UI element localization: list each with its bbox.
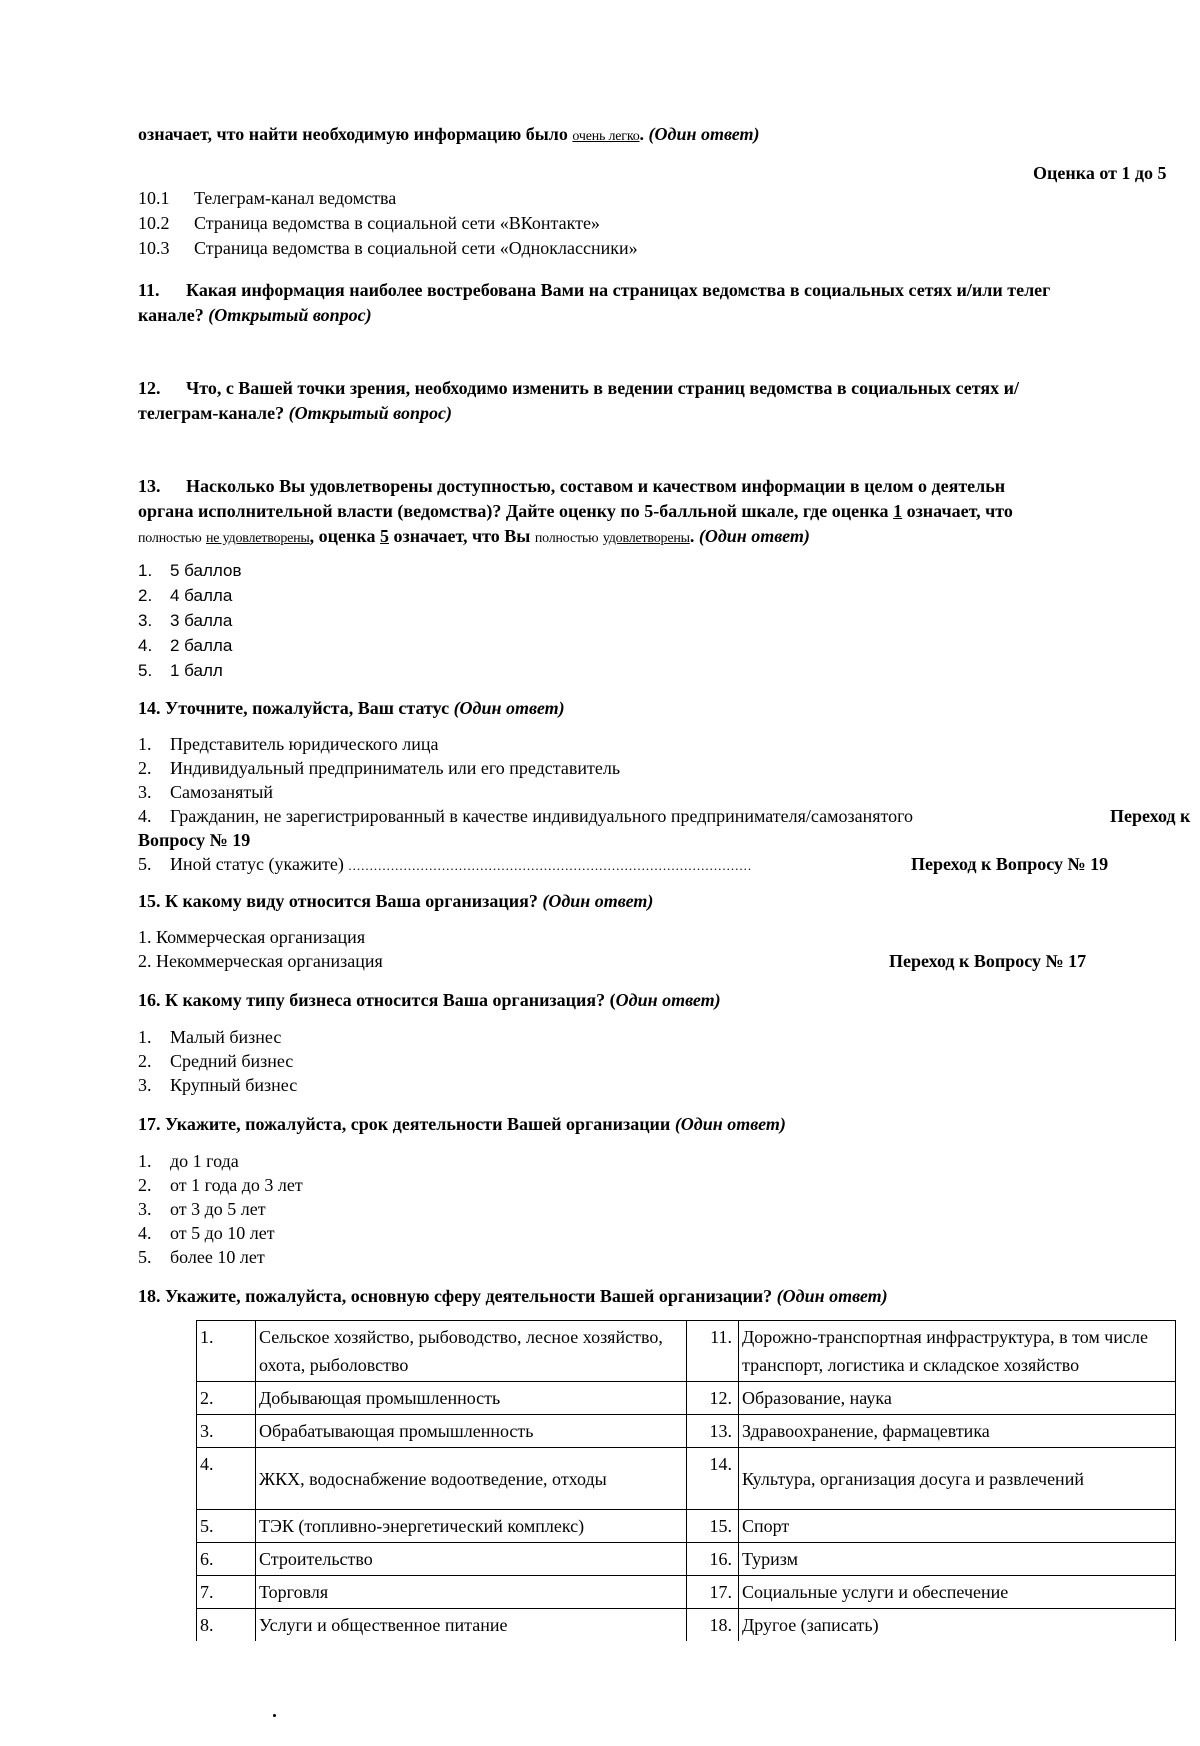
q13-line-1: 13. Насколько Вы удовлетворены доступностью, составом и качеством информации в целом о деятельн	[138, 476, 1006, 496]
q12-line-1: 12. Что, с Вашей точки зрения, необходимо изменить в ведении страниц ведомства в социальных сетях и/	[138, 378, 1019, 398]
q10-item-2: 10.2 Страница ведомства в социальной сети «ВКонтакте»	[138, 213, 600, 233]
q11-line-2: канале? (Открытый вопрос)	[138, 305, 372, 325]
q16-option-2: 2. Средний бизнес	[138, 1051, 294, 1071]
q14-option-2: 2. Индивидуальный предприниматель или его представитель	[138, 758, 621, 778]
intro-note: (Один ответ)	[648, 124, 760, 144]
q14-option-4-jump: Переход к	[1110, 806, 1191, 826]
q18-table	[196, 1320, 1176, 1641]
q16-option-3: 3. Крупный бизнес	[138, 1075, 298, 1095]
q10-item-1: 10.1 Телеграм-канал ведомства	[138, 188, 397, 208]
q17-option-3: 3. от 3 до 5 лет	[138, 1199, 266, 1219]
q14-option-4-jump-cont: Вопросу № 19	[138, 830, 251, 850]
table-row: 6. Строительство 16. Туризм	[197, 1543, 1176, 1576]
q14-option-4: 4. Гражданин, не зарегистрированный в качестве индивидуального предпринимателя/самозанятого	[138, 806, 914, 826]
q13-line-2: органа исполнительной власти (ведомства)? Дайте оценку по 5-балльной шкале, где оценка 1 означает, что	[138, 501, 1013, 521]
table-row: 7. Торговля 17. Социальные услуги и обеспечение	[197, 1576, 1176, 1609]
q15-option-2: 2. Некоммерческая организация	[138, 951, 383, 971]
table-row: 8. Услуги и общественное питание 18. Другое (записать)	[197, 1609, 1176, 1642]
q13-option-1: 1. 5 баллов	[138, 561, 242, 580]
q13-option-5: 5. 1 балл	[138, 661, 223, 680]
intro-underlined: очень легко	[572, 129, 640, 144]
rating-header: Оценка от 1 до 5	[1033, 163, 1167, 183]
q17-option-4: 4. от 5 до 10 лет	[138, 1223, 275, 1243]
q15-option-1: 1. Коммерческая организация	[138, 927, 366, 947]
q16-option-1: 1. Малый бизнес	[138, 1027, 282, 1047]
q16-title: 16. К какому типу бизнеса относится Ваша организация? (Один ответ)	[138, 990, 721, 1010]
table-row: 2. Добывающая промышленность 12. Образование, наука	[197, 1382, 1176, 1415]
q10-item-3: 10.3 Страница ведомства в социальной сети «Одноклассники»	[138, 238, 638, 258]
q14-option-1: 1. Представитель юридического лица	[138, 734, 439, 754]
scan-dot	[273, 1714, 276, 1717]
table-row: 5. ТЭК (топливно-энергетический комплекс) 15. Спорт	[197, 1510, 1176, 1543]
q17-option-5: 5. более 10 лет	[138, 1247, 265, 1267]
q13-option-3: 3. 3 балла	[138, 611, 233, 630]
q13-option-2: 2. 4 балла	[138, 586, 233, 605]
q17-option-2: 2. от 1 года до 3 лет	[138, 1175, 303, 1195]
q14-option-5: 5. Иной статус (укажите) ...............................................................................................	[138, 854, 753, 874]
q14-option-5-jump: Переход к Вопросу № 19	[911, 854, 1109, 874]
intro-line: означает, что найти необходимую информацию было очень легко. (Один ответ)	[138, 124, 760, 144]
q12-line-2: телеграм-канале? (Открытый вопрос)	[138, 403, 452, 423]
q17-title: 17. Укажите, пожалуйста, срок деятельности Вашей организации (Один ответ)	[138, 1114, 786, 1134]
table-row: 1. Сельское хозяйство, рыбоводство, лесное хозяйство, охота, рыболовство 11. Дорожно-транспортная инфраструктура, в том числе транспорт, логистика и складское хозяйство	[197, 1321, 1176, 1382]
q18-title: 18. Укажите, пожалуйста, основную сферу деятельности Вашей организации? (Один ответ)	[138, 1286, 888, 1306]
q14-title: 14. Уточните, пожалуйста, Ваш статус (Один ответ)	[138, 698, 565, 718]
table-row: 4. ЖКХ, водоснабжение водоотведение, отходы 14. Культура, организация досуга и развлечений	[197, 1448, 1176, 1510]
q17-option-1: 1. до 1 года	[138, 1151, 239, 1171]
q13-line-3: полностью не удовлетворены, оценка 5 означает, что Вы полностью удовлетворены. (Один ответ)	[138, 526, 810, 546]
q13-option-4: 4. 2 балла	[138, 636, 233, 655]
q14-option-3: 3. Самозанятый	[138, 782, 273, 802]
q15-title: 15. К какому виду относится Ваша организация? (Один ответ)	[138, 891, 654, 911]
table-row: 3. Обрабатывающая промышленность 13. Здравоохранение, фармацевтика	[197, 1415, 1176, 1448]
q15-jump: Переход к Вопросу № 17	[889, 951, 1087, 971]
q11-line-1: 11. Какая информация наиболее востребована Вами на страницах ведомства в социальных сетях и/или телег	[138, 280, 1051, 300]
